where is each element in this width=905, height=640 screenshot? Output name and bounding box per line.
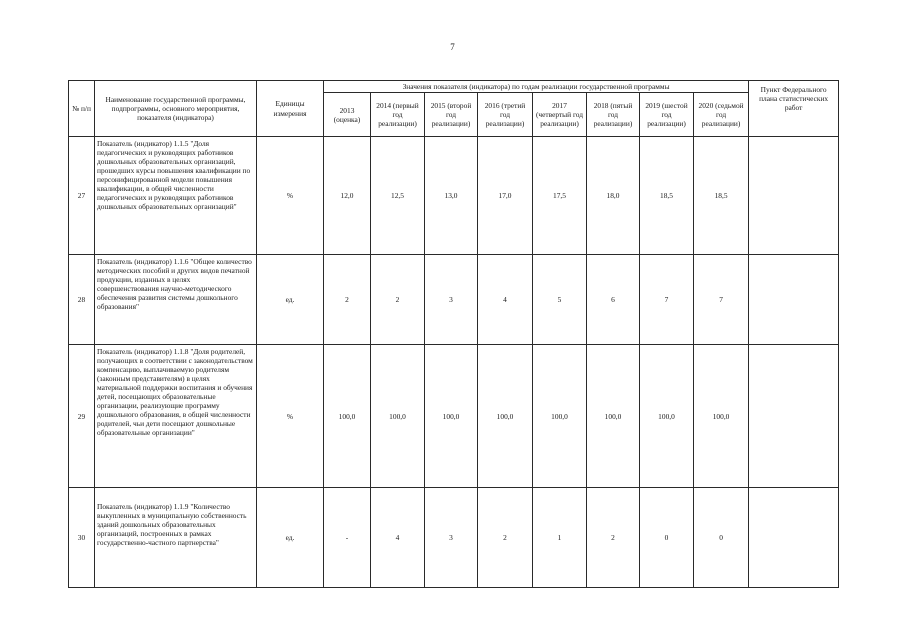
header-year: 2018 (пятый год реализации) <box>587 93 640 137</box>
unit-cell: ед. <box>257 488 324 588</box>
header-year: 2013 (оценка) <box>324 93 371 137</box>
value-cell: 100,0 <box>478 345 533 488</box>
unit-cell: % <box>257 345 324 488</box>
header-year: 2016 (третий год реализации) <box>478 93 533 137</box>
value-cell: 5 <box>533 255 587 345</box>
value-cell: 18,0 <box>587 137 640 255</box>
value-cell: 0 <box>694 488 749 588</box>
value-cell: 100,0 <box>533 345 587 488</box>
point-cell <box>749 137 839 255</box>
value-cell: 6 <box>587 255 640 345</box>
point-cell <box>749 345 839 488</box>
unit-cell: % <box>257 137 324 255</box>
value-cell: 2 <box>587 488 640 588</box>
header-unit: Единицы измерения <box>257 81 324 137</box>
value-cell: 7 <box>640 255 694 345</box>
point-cell <box>749 488 839 588</box>
point-cell <box>749 255 839 345</box>
indicator-name: Показатель (индикатор) 1.1.6 "Общее количество методических пособий и других видов печатной продукции, изданных в целях совершенствования научно-методического обеспечения развития системы дошкольного образования" <box>95 255 257 345</box>
value-cell: 100,0 <box>587 345 640 488</box>
value-cell: 18,5 <box>694 137 749 255</box>
value-cell: 1 <box>533 488 587 588</box>
value-cell: 13,0 <box>425 137 478 255</box>
indicators-table <box>68 80 839 588</box>
value-cell: 17,0 <box>478 137 533 255</box>
indicator-name: Показатель (индикатор) 1.1.9 "Количество выкупленных в муниципальную собственность зданий дошкольных образовательных организаций, построенных в рамках государственно-частного партнерства" <box>95 488 257 588</box>
value-cell: 3 <box>425 488 478 588</box>
value-cell: 17,5 <box>533 137 587 255</box>
value-cell: 0 <box>640 488 694 588</box>
indicator-name: Показатель (индикатор) 1.1.8 "Доля родителей, получающих в соответствии с законодательством компенсацию, выплачиваемую родителям (законным представителям) в целях материальной поддержки воспитания и обучения детей, посещающих образовательные организации, реализующие программу дошкольного образования, в общей численности родителей, чьи дети посещают дошкольные образовательные организации" <box>95 345 257 488</box>
header-year: 2014 (первый год реализации) <box>371 93 425 137</box>
row-num: 29 <box>69 345 95 488</box>
page-number: 7 <box>450 42 455 52</box>
value-cell: 12,5 <box>371 137 425 255</box>
value-cell: 2 <box>324 255 371 345</box>
value-cell: 18,5 <box>640 137 694 255</box>
row-num: 27 <box>69 137 95 255</box>
value-cell: 100,0 <box>425 345 478 488</box>
table-row <box>69 488 839 588</box>
value-cell: 2 <box>371 255 425 345</box>
value-cell: 2 <box>478 488 533 588</box>
header-year: 2017 (четвертый год реализации) <box>533 93 587 137</box>
value-cell: - <box>324 488 371 588</box>
header-values-group: Значения показателя (индикатора) по годам реализации государственной программы <box>324 81 749 93</box>
value-cell: 4 <box>371 488 425 588</box>
row-num: 30 <box>69 488 95 588</box>
value-cell: 100,0 <box>694 345 749 488</box>
value-cell: 100,0 <box>640 345 694 488</box>
value-cell: 4 <box>478 255 533 345</box>
value-cell: 100,0 <box>371 345 425 488</box>
header-name: Наименование государственной программы, подпрограммы, основного мероприятия, показателя (индикатора) <box>95 81 257 137</box>
value-cell: 7 <box>694 255 749 345</box>
table-row <box>69 345 839 488</box>
table-row <box>69 255 839 345</box>
row-num: 28 <box>69 255 95 345</box>
header-year: 2019 (шестой год реализации) <box>640 93 694 137</box>
header-year: 2015 (второй год реализации) <box>425 93 478 137</box>
header-year: 2020 (седьмой год реализации) <box>694 93 749 137</box>
header-point: Пункт Федерального плана статистических работ <box>749 81 839 137</box>
table-row <box>69 137 839 255</box>
value-cell: 100,0 <box>324 345 371 488</box>
header-num: № п/п <box>69 81 95 137</box>
value-cell: 3 <box>425 255 478 345</box>
indicator-name: Показатель (индикатор) 1.1.5 "Доля педагогических и руководящих работников дошкольных образовательных организаций, прошедших курсы повышения квалификации по персонифицированной модели повышения квалификации, в общей численности педагогических и руководящих работников дошкольных образовательных организаций" <box>95 137 257 255</box>
unit-cell: ед. <box>257 255 324 345</box>
value-cell: 12,0 <box>324 137 371 255</box>
